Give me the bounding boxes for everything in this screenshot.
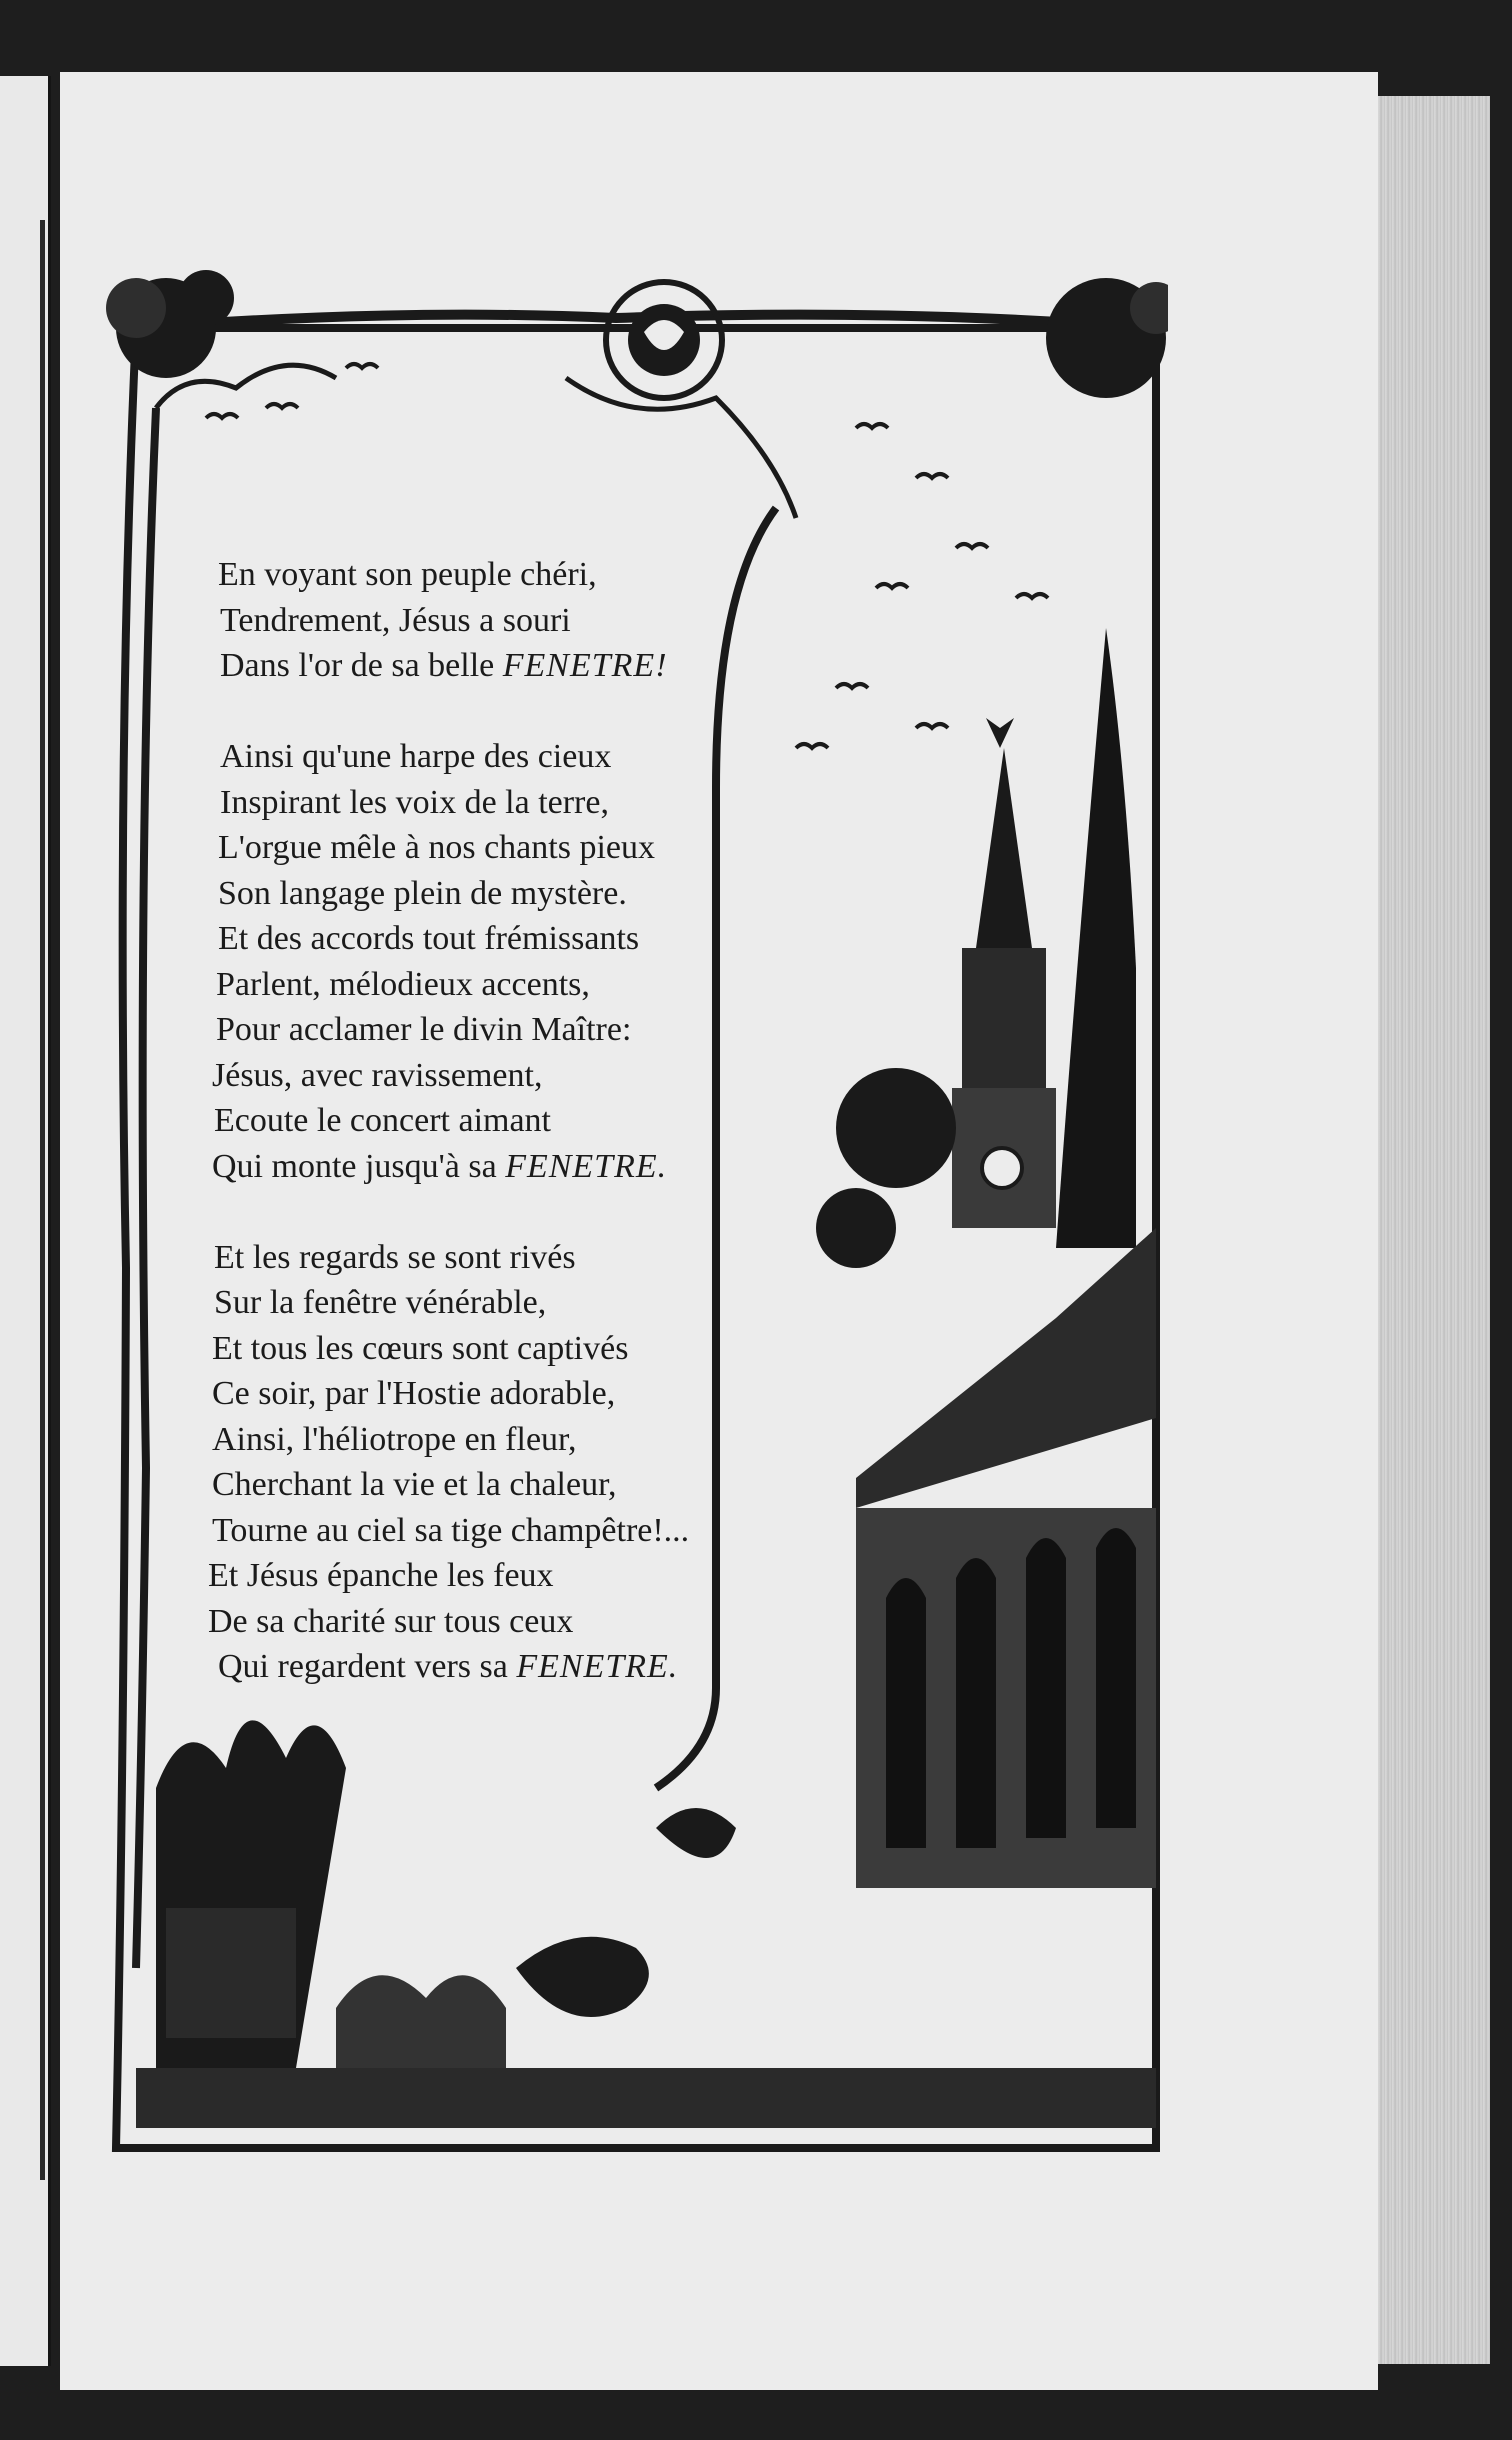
poem-line [200,916,820,962]
poem-line-text: Cherchant la vie et la chaleur, [212,1466,617,1503]
poem-line-text: Et les regards se sont rivés [214,1238,576,1276]
stanza-gap [200,1189,820,1235]
poem-line [200,734,820,780]
cypress-tree [1056,628,1136,1248]
poem-line-text: Qui regardent vers sa [218,1648,517,1685]
poem-line [200,1098,820,1144]
fenetre-emphasis: FENETRE. [505,1147,668,1185]
poem-line-text: Dans l'or de sa belle [220,647,503,684]
poem-line-text: Jésus, avec ravissement, [212,1056,543,1094]
poem-line [200,1553,820,1599]
poem-line-text: Ainsi qu'une harpe des cieux [220,738,612,775]
poem-line [200,643,820,689]
poem-line-text: Pour acclamer le divin Maître: [216,1011,632,1048]
poem-line [200,1007,820,1053]
poem-line-text: Son langage plein de mystère. [218,874,627,912]
fenetre-emphasis: FENETRE. [516,1648,679,1685]
poem-line-text: Et des accords tout frémissants [218,920,640,957]
poem-line [200,825,820,871]
poem-line-text: Sur la fenêtre vénérable, [214,1284,547,1321]
poem-line [200,1508,820,1554]
poem-line-text: Tendrement, Jésus a souri [220,601,571,639]
poem-line [200,598,820,644]
poem-line [200,1599,820,1645]
poem-line [200,780,820,826]
poem-line-text: Et Jésus épanche les feux [208,1557,554,1594]
facing-page-border [0,220,45,2180]
garden-with-plants [156,1720,736,2088]
poem-line [200,552,820,598]
poem-line-text: Inspirant les voix de la terre, [220,783,609,821]
church-spire [952,718,1056,1228]
poem-text [200,552,820,1690]
poem-line [200,962,820,1008]
poem-line-text: De sa charité sur tous ceux [208,1602,574,1640]
poem-line-text: Ainsi, l'héliotrope en fleur, [212,1420,577,1458]
poem-line-text: Parlent, mélodieux accents, [216,965,590,1003]
poem-line-text: Et tous les cœurs sont captivés [212,1329,629,1367]
poem-line-text: En voyant son peuple chéri, [218,556,597,593]
corner-rose-top-right [1046,278,1168,398]
fenetre-emphasis: FENETRE! [502,647,668,684]
sacred-heart-emblem [606,282,722,398]
poem-line [200,1235,820,1281]
poem-line [200,1326,820,1372]
stanza-gap [200,689,820,735]
poem-line-text: Ecoute le concert aimant [214,1102,551,1139]
church-wall [856,1508,1156,1888]
poem-line-text: L'orgue mêle à nos chants pieux [218,829,655,866]
poem-line-text: Ce soir, par l'Hostie adorable, [212,1375,616,1412]
page-block-edges [1378,96,1490,2364]
poem-line-text: Qui monte jusqu'à sa [212,1147,506,1185]
poem-line [200,1053,820,1099]
tree-foliage [816,1068,956,1268]
poem-line [200,1644,820,1690]
poem-line [200,1462,820,1508]
poem-line-text: Tourne au ciel sa tige champêtre!... [212,1511,690,1549]
church-roof [856,1228,1156,1508]
ground [136,2068,1156,2128]
corner-rose-top-left [106,270,234,378]
poem-line [200,1417,820,1463]
poem-line [200,1371,820,1417]
poem-line [200,1144,820,1190]
poem-line [200,871,820,917]
poem-line [200,1280,820,1326]
